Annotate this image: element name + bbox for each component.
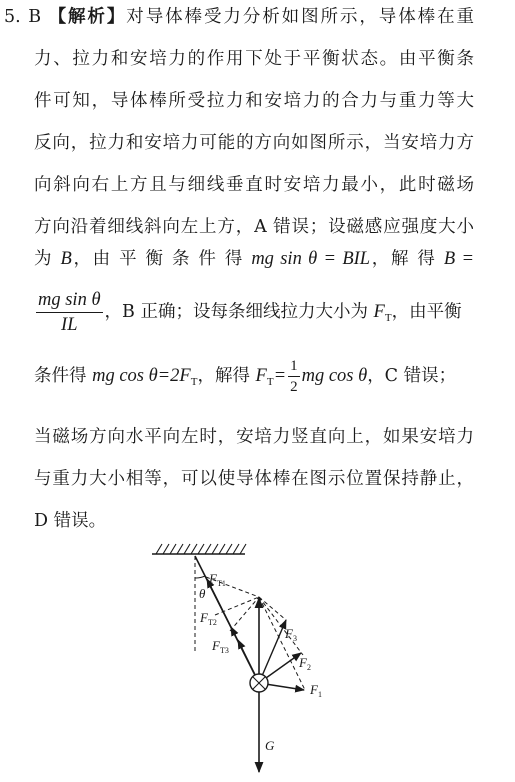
equation-tension-body: mg cos θ=2F [92, 366, 191, 386]
line7-post: ，解 得 [370, 249, 437, 269]
symbol-F-result: F [255, 366, 267, 386]
line9-pre: 条件得 [34, 366, 87, 386]
symbol-F: F [373, 302, 385, 322]
fraction-half-denominator: 2 [290, 379, 298, 395]
solution-text-1: 对导体棒受力分析如图所示，导体棒在重 [126, 7, 474, 27]
label-FT2: FT2 [200, 610, 217, 627]
solution-line-5: 向斜向右上方且与细线垂直时安培力最小，此时磁场 [34, 175, 474, 195]
ceiling [152, 544, 246, 554]
line8-text: ，B 正确；设每条细线拉力大小为 [104, 302, 368, 322]
question-number: 5. [4, 7, 21, 27]
equation-tension-result: mg cos θ [301, 366, 368, 386]
solution-line-4: 反向，拉力和安培力可能的方向如图所示，当安培力方 [34, 133, 474, 153]
solution-line-11: 与重力大小相等，可以使导体棒在图示位置保持静止， [34, 469, 474, 489]
conductor-rod [250, 674, 268, 692]
equation-tension-subscript: T [190, 376, 198, 388]
label-G: G [265, 738, 275, 753]
analysis-tag: 【解析】 [48, 7, 127, 27]
equation-force-balance: mg sin θ = BIL [251, 249, 371, 269]
solution-line-6: 方向沿着细线斜向左上方，A 错误；设磁感应强度大小 [34, 217, 474, 237]
fraction-half-numerator: 1 [288, 358, 300, 377]
label-FT3: FT3 [212, 638, 229, 655]
fraction-B-denominator: IL [61, 315, 78, 335]
line9-mid: ，解得 [197, 366, 250, 386]
label-theta: θ [199, 586, 206, 601]
equals-sign: = [273, 366, 287, 386]
line8-tail: ，由平衡 [391, 302, 462, 322]
solution-line-12: D 错误。 [34, 511, 107, 531]
label-F2: F2 [299, 655, 311, 672]
label-FT1: FT1 [209, 571, 226, 588]
line9-post: ，C 错误； [367, 366, 457, 386]
angle-arc [195, 576, 205, 578]
solution-line-2: 力、拉力和安培力的作用下处于平衡状态。由平衡条 [34, 49, 474, 69]
fraction-B-numerator: mg sin θ [36, 290, 103, 313]
line7-mid: ，由 平 衡 条 件 得 [71, 249, 245, 269]
line7-pre: 为 [34, 249, 54, 269]
solution-line-10: 当磁场方向水平向左时，安培力竖直向上，如果安培力 [34, 427, 474, 447]
solution-line-3: 件可知，导体棒所受拉力和安培力的合力与重力等大 [34, 91, 474, 111]
subscript-T-result: T [266, 376, 274, 388]
subscript-T: T [384, 312, 392, 324]
label-F3: F3 [285, 626, 297, 643]
equation-B-start: B = [443, 249, 474, 269]
label-F1: F1 [310, 682, 322, 699]
answer-letter: B [28, 7, 42, 27]
symbol-B: B [60, 249, 72, 269]
